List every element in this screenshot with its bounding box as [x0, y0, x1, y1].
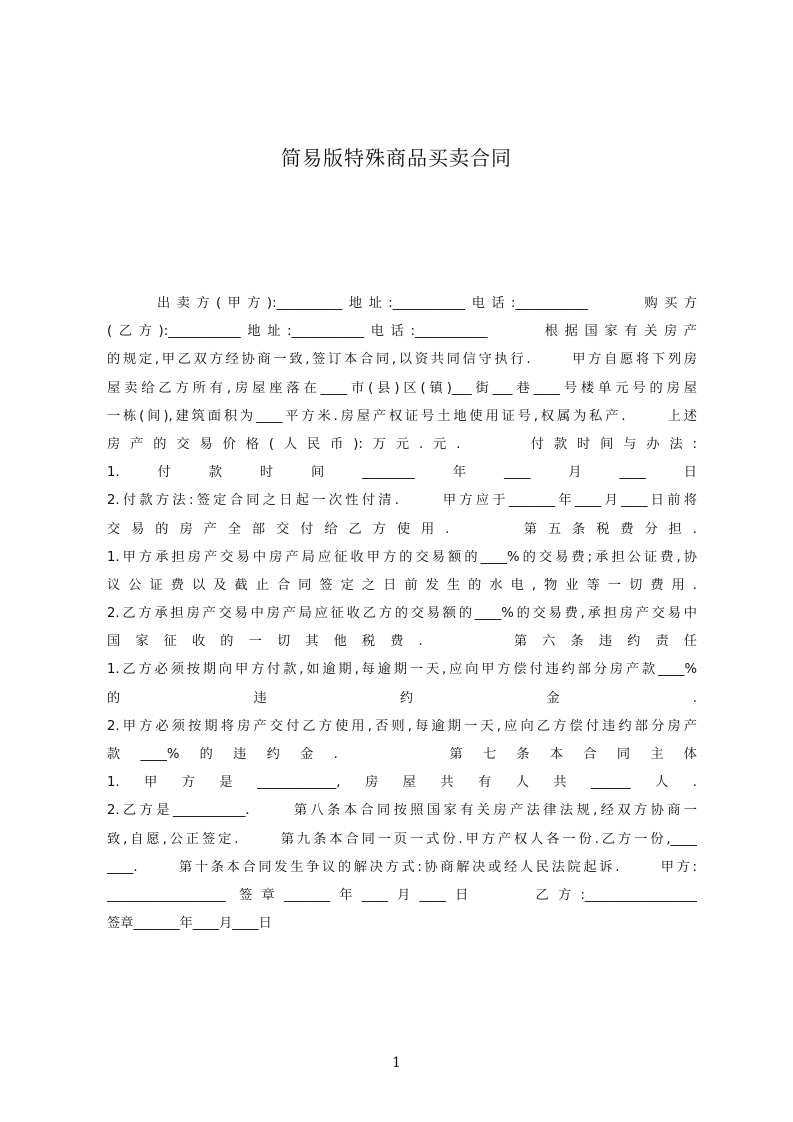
body-line: 1.甲方承担房产交易中房产局应征收甲方的交易额的____%的交易费;承担公证费,协: [107, 549, 697, 565]
body-line: 1.甲方是____________,房屋共有人共______人.: [107, 775, 697, 791]
body-line: 的违约金.: [107, 690, 697, 706]
body-line: 2.付款方法:签定合同之日起一次性付清. 甲方应于_______年____月____日前将: [107, 493, 697, 509]
body-line: 议公证费以及截止合同签定之日前发生的水电,物业等一切费用.: [107, 577, 697, 593]
contract-body: [107, 290, 697, 938]
body-line: 款____%的违约金. 第七条本合同主体: [107, 747, 697, 762]
body-line: 2.乙方是___________. 第八条本合同按照国家有关房产法律法规,经双方协商一: [107, 803, 697, 819]
body-line: 国家征收的一切其他税费. 第六条违约责任: [107, 634, 697, 650]
page-number: 1: [392, 1055, 401, 1071]
body-line: 致,自愿,公正签定. 第九条本合同一页一式份.甲方产权人各一份.乙方一份,____: [107, 831, 697, 847]
body-line: 交易的房产全部交付给乙方使用. 第五条税费分担.: [107, 521, 697, 537]
body-line: 屋卖给乙方所有,房屋座落在____市(县)区(镇)___街___巷____号楼单元号的房屋: [107, 380, 697, 396]
body-line: 2.甲方必须按期将房产交付乙方使用,否则,每逾期一天,应向乙方偿付违约部分房产: [107, 718, 697, 734]
body-line: 2.乙方承担房产交易中房产局应征收乙方的交易额的____%的交易费,承担房产交易中: [107, 606, 697, 622]
body-line: 的规定,甲乙双方经协商一致,签订本合同,以资共同信守执行. 甲方自愿将下列房: [107, 352, 697, 368]
body-line: ____. 第十条本合同发生争议的解决方式:协商解决或经人民法院起诉. 甲方:: [107, 859, 697, 875]
body-line: 一栋(间),建筑面积为____平方米.房屋产权证号土地使用证号,权属为私产. 上述: [107, 408, 697, 424]
body-line: __________________ 签章_______年____月____日 乙方:_________________: [107, 887, 697, 903]
body-line: 签章_______年____月____日: [107, 916, 272, 932]
body-line: 房产的交易价格(人民币):万元.元. 付款时间与办法:: [107, 436, 697, 452]
body-line: (乙方):___________地址:___________电话:___________ 根据国家有关房产: [107, 324, 697, 340]
body-line: 1.付款时间________年____月____日: [107, 465, 697, 481]
body-line: 出卖方(甲方):__________地址:___________电话:___________ 购买方: [107, 296, 697, 311]
body-line: 1.乙方必须按期向甲方付款,如逾期,每逾期一天,应向甲方偿付违约部分房产款____%: [107, 662, 697, 678]
document-title: 简易版特殊商品买卖合同: [281, 146, 512, 170]
